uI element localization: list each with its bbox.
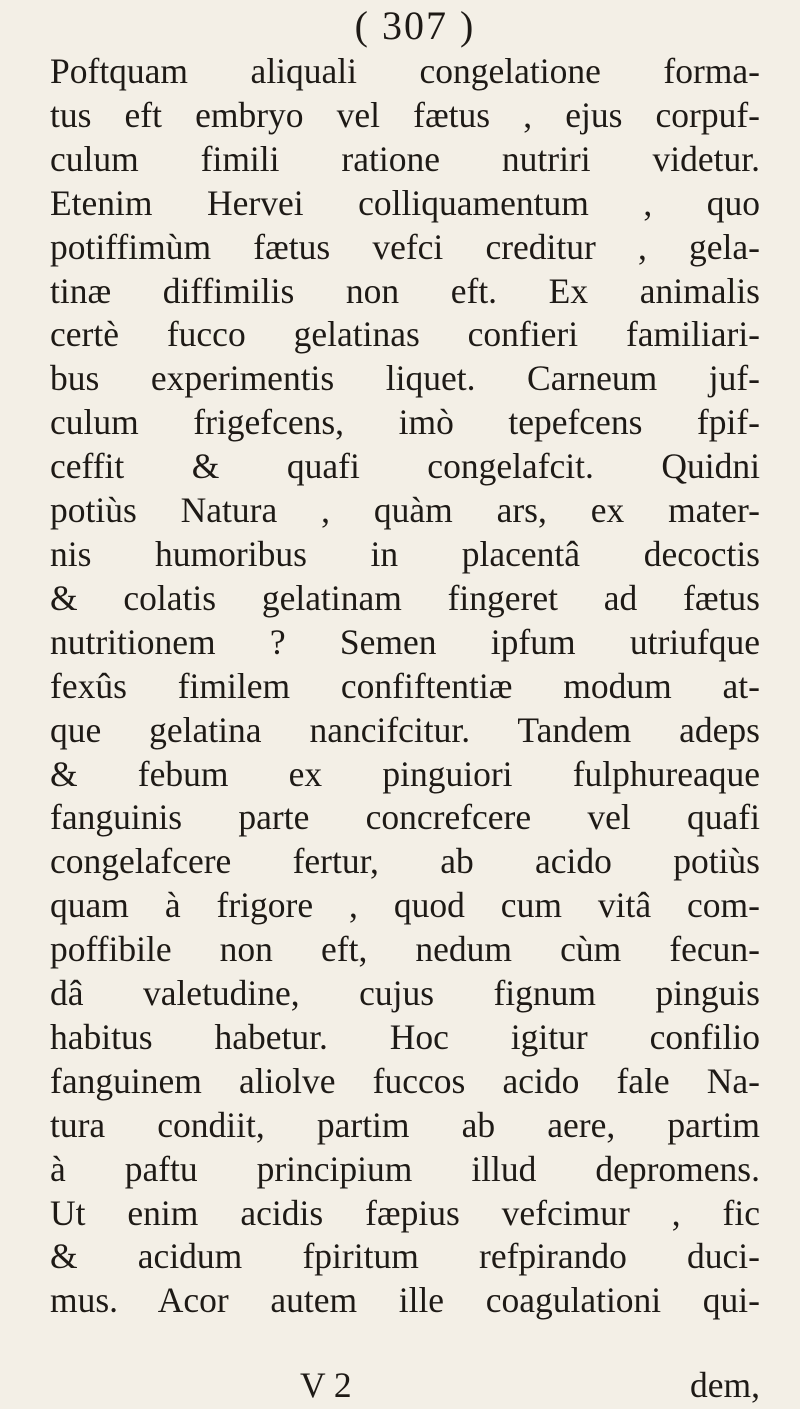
text-line-11: potiùs Natura , quàm ars, ex mater-: [50, 490, 760, 531]
text-line-26: à paftu principium illud depromens.: [50, 1148, 760, 1189]
text-line-13: & colatis gelatinam fingeret ad fætus: [50, 577, 760, 618]
text-line-21: poffibile non eft, nedum cùm fecun-: [50, 929, 760, 970]
page-number: ( 307 ): [354, 3, 476, 48]
footer-line: [50, 1362, 760, 1408]
text-line-4: Etenim Hervei colliquamentum , quo: [50, 182, 760, 223]
text-line-8: bus experimentis liquet. Carneum juf-: [50, 358, 760, 399]
text-line-16: que gelatina nancifcitur. Tandem adeps: [50, 709, 760, 750]
text-line-24: fanguinem aliolve fuccos acido fale Na-: [50, 1060, 760, 1101]
text-line-7: certè fucco gelatinas confieri familiari-: [50, 314, 760, 355]
text-line-22: dâ valetudine, cujus fignum pinguis: [50, 973, 760, 1014]
text-line-6: tinæ diffimilis non eft. Ex animalis: [50, 270, 760, 311]
signature-mark: V 2: [300, 1365, 352, 1405]
text-line-14: nutritionem ? Semen ipfum utriufque: [50, 621, 760, 662]
text-line-17: & febum ex pinguiori fulphureaque: [50, 753, 760, 794]
text-line-19: congelafcere fertur, ab acido potiùs: [50, 841, 760, 882]
text-line-27: Ut enim acidis fæpius vefcimur , fic: [50, 1192, 760, 1233]
text-line-5: potiffimùm fætus vefci creditur , gela-: [50, 226, 760, 267]
text-line-2: tus eft embryo vel fætus , ejus corpuf-: [50, 94, 760, 135]
text-line-25: tura condiit, partim ab aere, partim: [50, 1104, 760, 1145]
text-line-1: Poftquam aliquali congelatione forma-: [50, 51, 760, 91]
text-line-9: culum frigefcens, imò tepefcens fpif-: [50, 402, 760, 443]
text-line-3: culum fimili ratione nutriri videtur.: [50, 138, 760, 179]
text-line-18: fanguinis parte concrefcere vel quafi: [50, 797, 760, 838]
catchword: dem,: [690, 1365, 760, 1405]
text-line-15: fexûs fimilem confiftentiæ modum at-: [50, 665, 760, 706]
text-line-23: habitus habetur. Hoc igitur confilio: [50, 1016, 760, 1057]
text-line-20: quam à frigore , quod cum vitâ com-: [50, 885, 760, 926]
text-line-28: & acidum fpiritum refpirando duci-: [50, 1236, 760, 1277]
text-line-10: ceffit & quafi congelafcit. Quidni: [50, 446, 760, 487]
body-text: [50, 50, 760, 1323]
text-line-12: nis humoribus in placentâ decoctis: [50, 533, 760, 574]
text-line-29: mus. Acor autem ille coagulationi qui-: [50, 1280, 760, 1321]
